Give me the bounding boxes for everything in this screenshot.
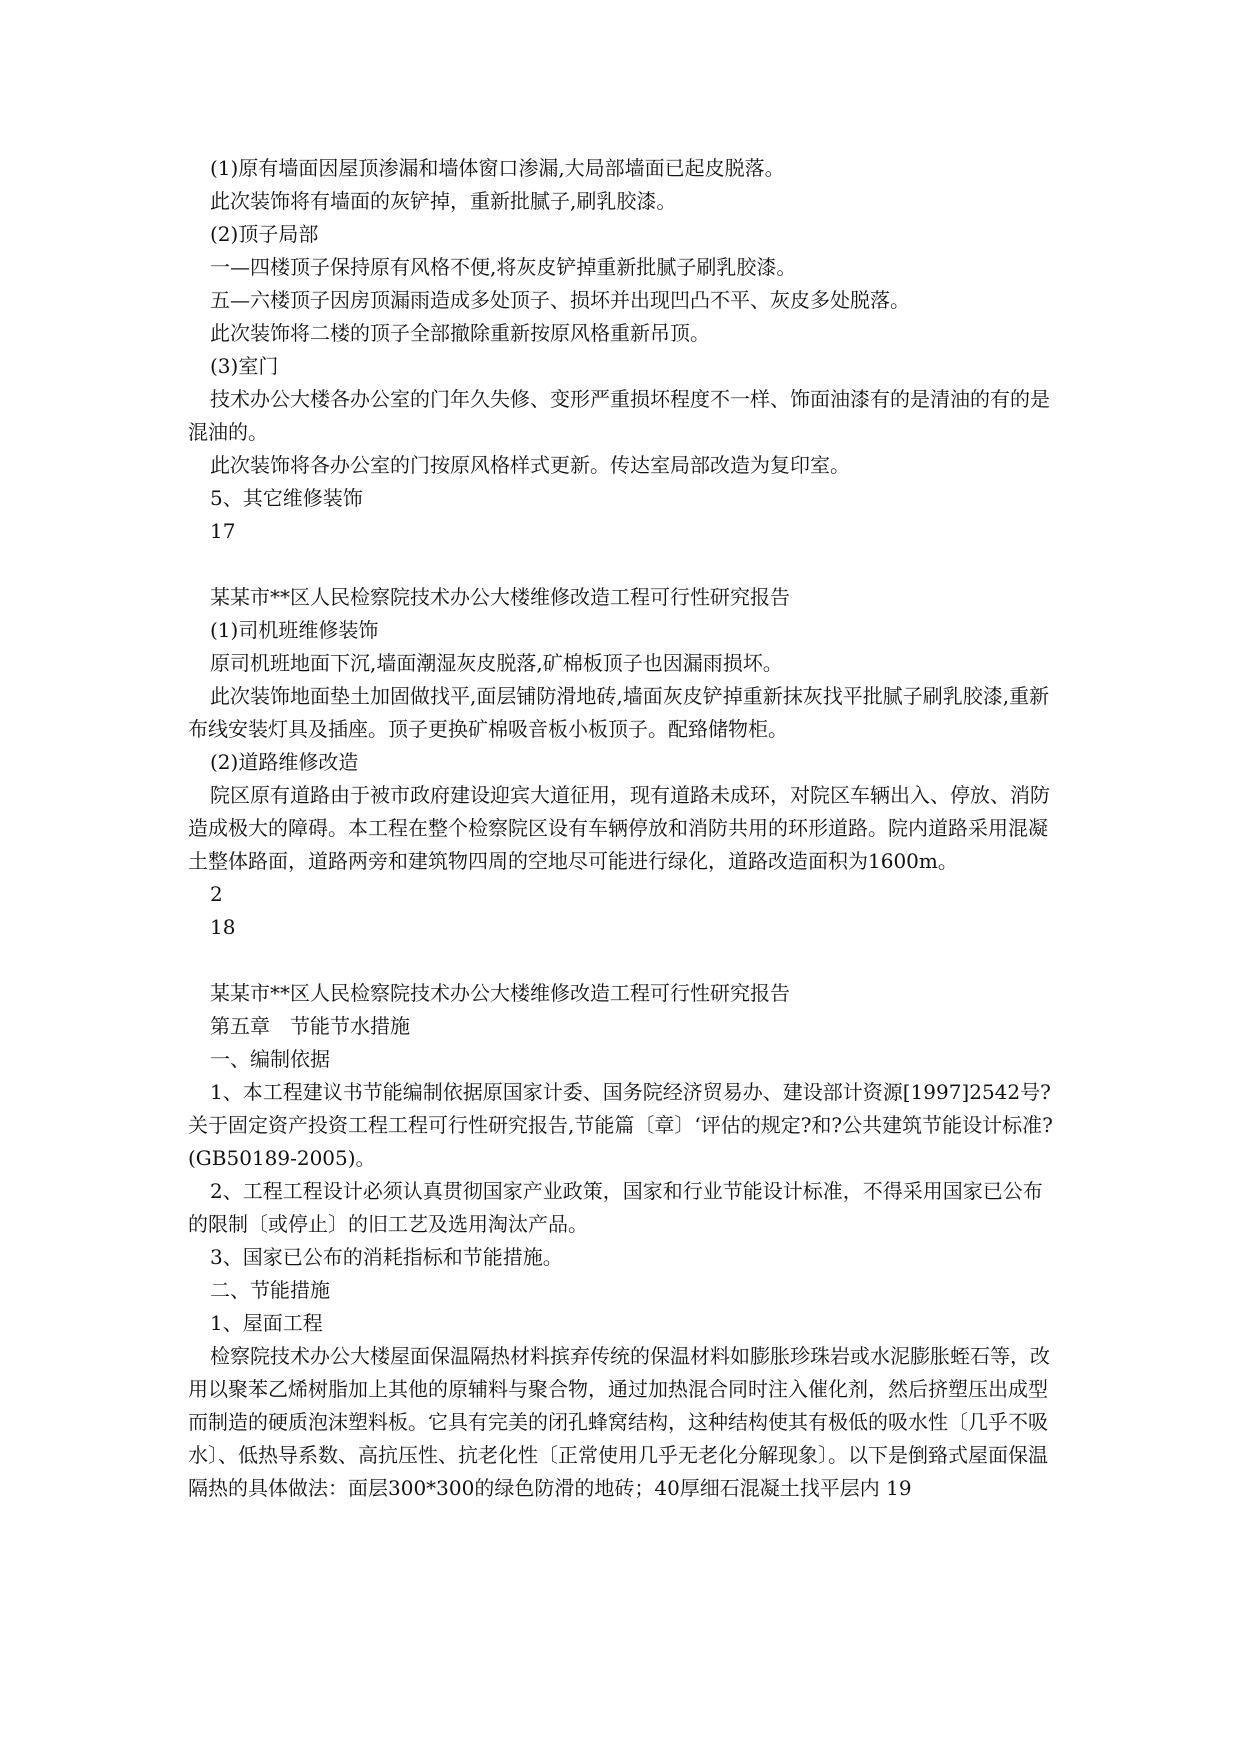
paragraph: 技术办公大楼各办公室的门年久失修、变形严重损坏程度不一样、饰面油漆有的是清油的有的是混油的。: [188, 387, 1050, 444]
chapter-title: 第五章 节能节水措施: [210, 1014, 410, 1038]
section-heading: 一、编制依据: [210, 1047, 330, 1071]
subheading: (2)道路维修改造: [210, 750, 359, 774]
page-break: [188, 548, 1060, 581]
paragraph: 原司机班地面下沉,墙面潮湿灰皮脱落,矿棉板顶子也因漏雨损坏。: [210, 651, 783, 675]
subheading: 5、其它维修装饰: [210, 486, 363, 510]
running-header: 某某市**区人民检察院技术办公大楼维修改造工程可行性研究报告: [210, 585, 790, 609]
paragraph: 一—四楼顶子保持原有风格不便,将灰皮铲掉重新批腻子刷乳胶漆。: [210, 255, 797, 279]
subheading: (2)顶子局部: [210, 222, 319, 246]
paragraph: 2、工程工程设计必须认真贯彻国家产业政策，国家和行业节能设计标准，不得采用国家已公布的限制〔或停止〕的旧工艺及选用淘汰产品。: [188, 1179, 1043, 1236]
subheading: (3)室门: [210, 354, 279, 378]
paragraph: (1)原有墙面因屋顶渗漏和墙体窗口渗漏,大局部墙面已起皮脱落。: [210, 156, 785, 180]
subheading: 1、屋面工程: [210, 1311, 323, 1335]
paragraph: 3、国家已公布的消耗指标和节能措施。: [210, 1245, 563, 1269]
paragraph: 五—六楼顶子因房顶漏雨造成多处顶子、损坏并出现凹凸不平、灰皮多处脱落。: [210, 288, 910, 312]
paragraph: 院区原有道路由于被市政府建设迎宾大道征用，现有道路未成环，对院区车辆出入、停放、消防造成极大的障碍。本工程在整个检察院区设有车辆停放和消防共用的环形道路。院内道路采用混凝土整体路面，道路两旁和建筑物四周的空地尽可能进行绿化，道路改造面积为1600m。: [188, 783, 1050, 873]
page-break: [188, 944, 1060, 977]
paragraph: 此次装饰将有墙面的灰铲掉，重新批腻子,刷乳胶漆。: [210, 189, 677, 213]
footnote-mark: 2: [210, 882, 223, 906]
document-body: [188, 152, 1060, 1505]
paragraph: 此次装饰将各办公室的门按原风格样式更新。传达室局部改造为复印室。: [210, 453, 850, 477]
paragraph: 检察院技术办公大楼屋面保温隔热材料摈弃传统的保温材料如膨胀珍珠岩或水泥膨胀蛭石等，改用以聚苯乙烯树脂加上其他的原辅料与聚合物，通过加热混合同时注入催化剂，然后挤塑压出成型而制造的硬质泡沫塑料板。它具有完美的闭孔蜂窝结构，这种结构使其有极低的吸水性〔几乎不吸水〕、低热导系数、高抗压性、抗老化性〔正常使用几乎无老化分解现象〕。以下是倒臵式屋面保温隔热的具体做法：面层300*300的绿色防滑的地砖；40厚细石混凝土找平层内 19: [188, 1344, 1050, 1500]
section-heading: 二、节能措施: [210, 1278, 330, 1302]
running-header: 某某市**区人民检察院技术办公大楼维修改造工程可行性研究报告: [210, 981, 790, 1005]
page-number: 17: [210, 519, 236, 543]
subheading: (1)司机班维修装饰: [210, 618, 379, 642]
paragraph: 此次装饰将二楼的顶子全部撤除重新按原风格重新吊顶。: [210, 321, 710, 345]
page-number: 18: [210, 915, 236, 939]
paragraph: 1、本工程建议书节能编制依据原国家计委、国务院经济贸易办、建设部计资源[1997]2542号?关于固定资产投资工程工程可行性研究报告,节能篇〔章〕‘评估的规定?和?公共建筑节能设计标准?(GB50189-2005)。: [188, 1080, 1053, 1170]
paragraph: 此次装饰地面垫土加固做找平,面层铺防滑地砖,墙面灰皮铲掉重新抹灰找平批腻子刷乳胶漆,重新布线安装灯具及插座。顶子更换矿棉吸音板小板顶子。配臵储物柜。: [188, 684, 1050, 741]
